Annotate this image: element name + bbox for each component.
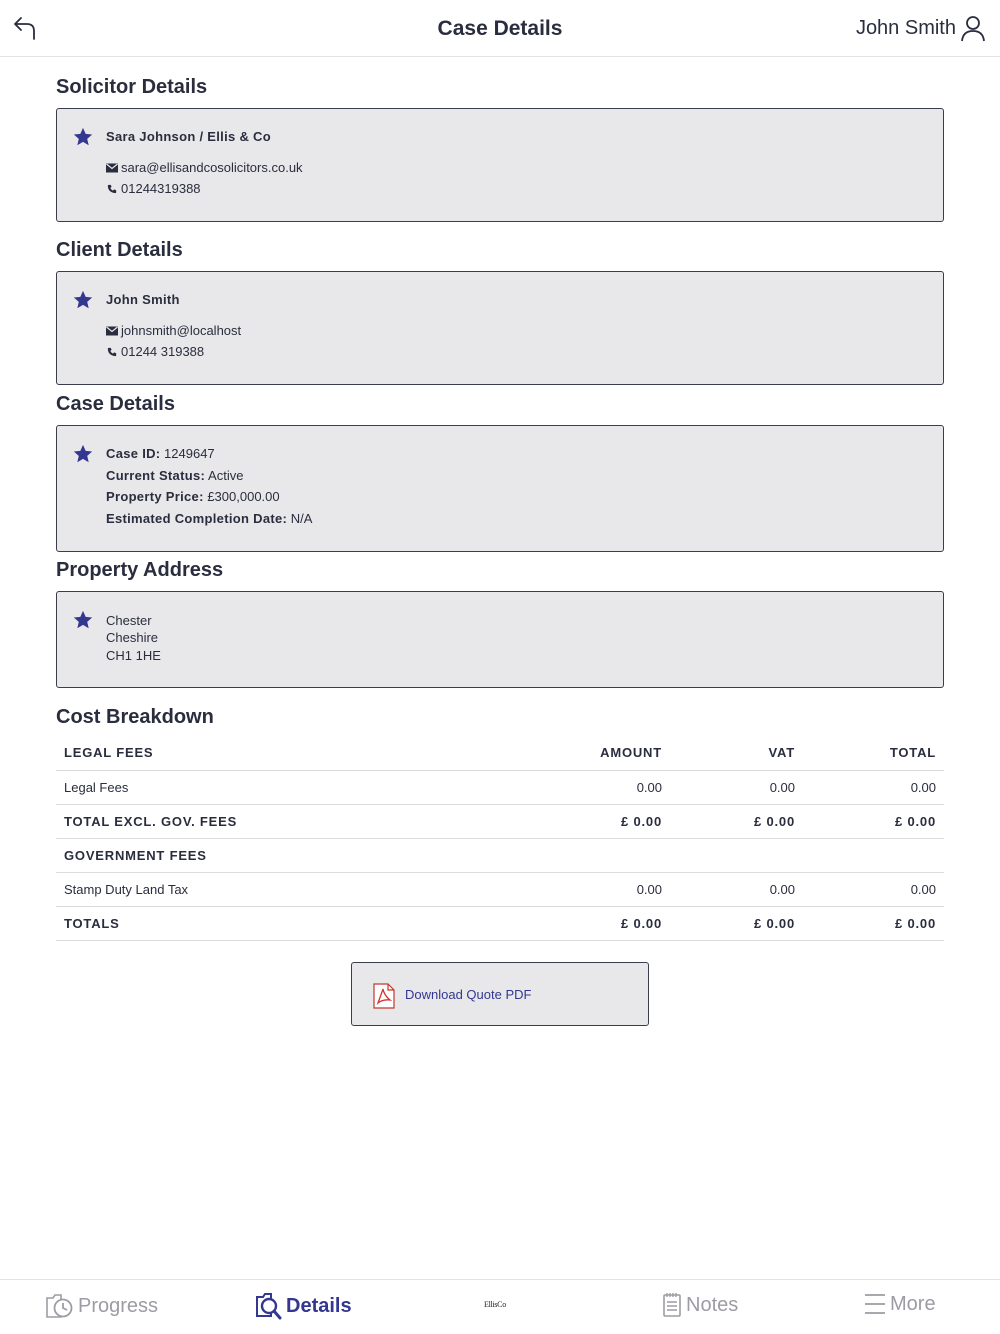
cost-breakdown-table (56, 736, 944, 941)
solicitor-card (56, 108, 944, 222)
table-row (56, 872, 944, 906)
column-header: AMOUNT (526, 736, 670, 770)
table-row (56, 906, 944, 940)
user-menu[interactable] (856, 14, 986, 42)
solicitor-email[interactable]: sara@ellisandcosolicitors.co.uk (106, 160, 303, 175)
row-total: £ 0.00 (803, 804, 944, 838)
property-section-title: Property Address (56, 559, 224, 581)
download-quote-button[interactable] (351, 962, 649, 1026)
nav-progress-label: Progress (78, 1294, 159, 1317)
download-quote-label: Download Quote PDF (405, 987, 532, 1002)
row-total: 0.00 (803, 872, 944, 906)
row-label: TOTAL EXCL. GOV. FEES (56, 804, 526, 838)
case-id: Case ID: 1249647 (106, 446, 215, 461)
nav-details-label: Details (286, 1294, 352, 1317)
solicitor-name: Sara Johnson / Ellis & Co (106, 129, 271, 144)
solicitor-section-title: Solicitor Details (56, 76, 208, 98)
case-section-title: Case Details (56, 393, 175, 415)
row-amount: 0.00 (526, 872, 670, 906)
star-icon[interactable] (72, 126, 94, 148)
row-amount: 0.00 (526, 770, 670, 804)
client-email[interactable]: johnsmith@localhost (106, 323, 241, 338)
star-icon[interactable] (72, 289, 94, 311)
star-icon[interactable] (72, 609, 94, 631)
user-name: John Smith (855, 16, 956, 39)
client-phone[interactable]: 01244 319388 (106, 344, 204, 359)
row-total: 0.00 (803, 770, 944, 804)
nav-progress[interactable] (44, 1292, 158, 1320)
row-vat: £ 0.00 (670, 906, 803, 940)
row-label: Stamp Duty Land Tax (56, 872, 526, 906)
completion-date: Estimated Completion Date: N/A (106, 511, 313, 526)
star-icon[interactable] (72, 443, 94, 465)
case-status: Current Status: Active (106, 468, 244, 483)
hamburger-menu-icon (864, 1292, 886, 1316)
row-vat: 0.00 (670, 770, 803, 804)
nav-more-label: More (890, 1292, 936, 1315)
solicitor-phone[interactable]: 01244319388 (106, 181, 201, 196)
column-header: LEGAL FEES (56, 736, 526, 770)
client-card (56, 271, 944, 385)
nav-notes-label: Notes (686, 1293, 739, 1316)
phone-icon (106, 347, 118, 357)
ellisco-logo[interactable]: EllisCo (484, 1300, 506, 1309)
property-price: Property Price: £300,000.00 (106, 489, 280, 504)
nav-more[interactable] (864, 1292, 936, 1316)
nav-details[interactable] (254, 1292, 352, 1320)
nav-notes[interactable] (662, 1292, 738, 1318)
costs-section-title: Cost Breakdown (56, 706, 214, 728)
user-icon (960, 14, 986, 42)
row-vat: £ 0.00 (670, 804, 803, 838)
case-card (56, 425, 944, 552)
table-header-row (56, 736, 944, 770)
details-search-icon (254, 1292, 282, 1320)
bottom-nav (0, 1279, 1000, 1334)
row-label: GOVERNMENT FEES (56, 838, 526, 872)
pdf-icon (372, 983, 396, 1009)
row-label: TOTALS (56, 906, 526, 940)
table-row (56, 770, 944, 804)
address-line: CH1 1HE (106, 648, 161, 663)
address-line: Cheshire (106, 630, 159, 645)
client-name: John Smith (106, 292, 180, 307)
row-amount: £ 0.00 (526, 906, 670, 940)
table-row (56, 838, 944, 872)
page-title: Case Details (437, 17, 563, 40)
column-header: VAT (670, 736, 803, 770)
column-header: TOTAL (803, 736, 944, 770)
row-label: Legal Fees (56, 770, 526, 804)
table-row (56, 804, 944, 838)
row-total: £ 0.00 (803, 906, 944, 940)
row-amount: £ 0.00 (526, 804, 670, 838)
progress-clock-icon (44, 1292, 74, 1320)
address-line: Chester (106, 613, 152, 628)
notes-icon (662, 1292, 682, 1318)
phone-icon (106, 184, 118, 194)
header-bar (0, 0, 1000, 57)
property-card (56, 591, 944, 688)
envelope-icon (106, 163, 118, 173)
envelope-icon (106, 326, 118, 336)
client-section-title: Client Details (56, 239, 183, 261)
row-vat: 0.00 (670, 872, 803, 906)
